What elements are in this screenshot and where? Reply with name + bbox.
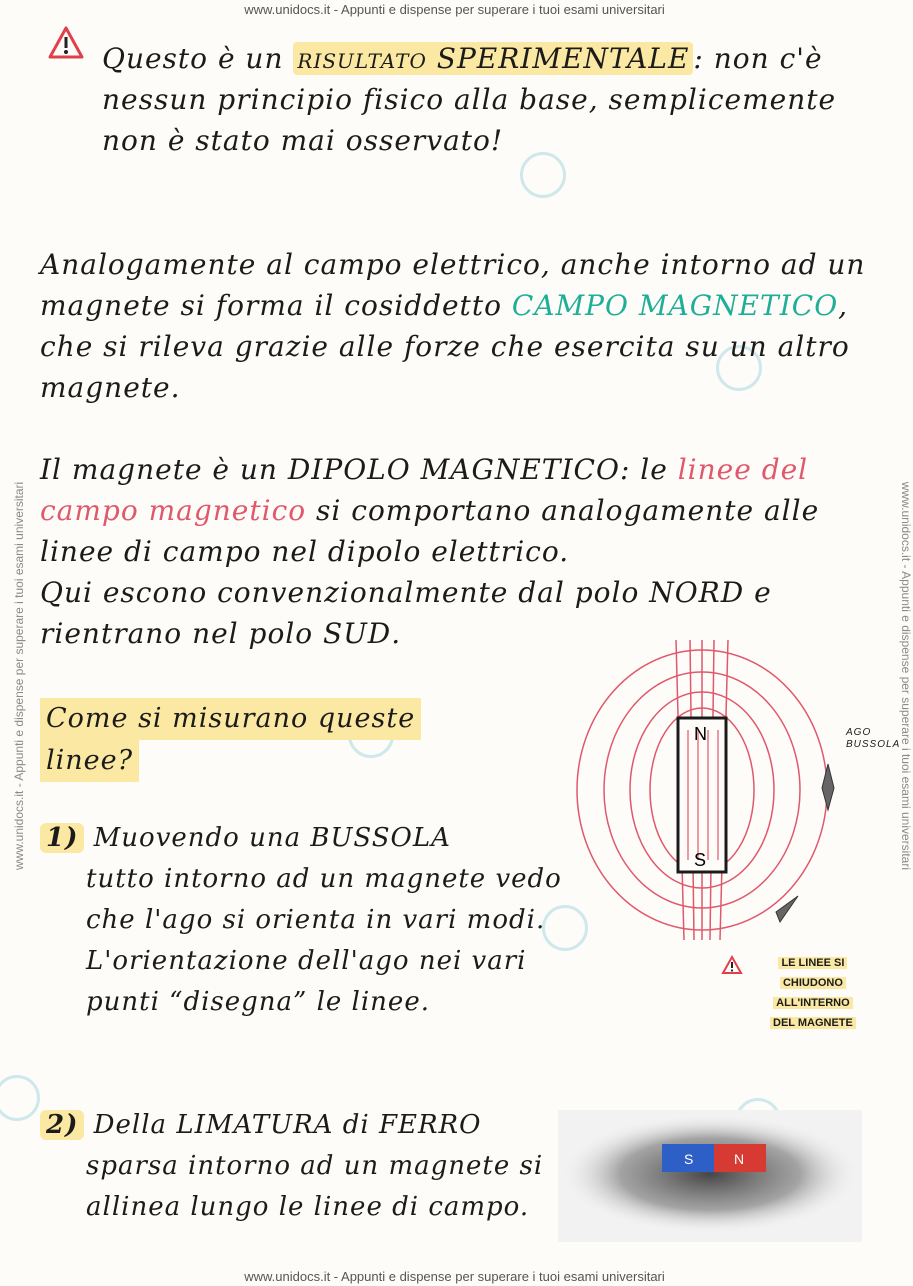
highlight-experimental: risultato SPERIMENTALE [293, 42, 693, 75]
photo-pole-n: N [734, 1151, 745, 1167]
term-magnetic-field: CAMPO MAGNETICO [511, 289, 839, 322]
warning-icon [48, 26, 84, 60]
bar-magnet-field-diagram [570, 640, 850, 940]
footer-watermark: www.unidocs.it - Appunti e dispense per superare i tuoi esami universitari [244, 1269, 665, 1284]
header-watermark: www.unidocs.it - Appunti e dispense per superare i tuoi esami universitari [244, 2, 665, 17]
experimental-note: Questo è un risultato SPERIMENTALE : non c'è nessun principio fisico alla base, semplicemente non è stato mai osservato! [102, 42, 837, 157]
method-compass: 1) Muovendo una BUSSOLA tutto intorno ad un magnete vedo che l'ago si orienta in vari modi. L'orientazione dell'ago nei vari punti “disegna” le linee. [40, 818, 600, 1023]
dipole-paragraph: Il magnete è un DIPOLO MAGNETICO: le linee del campo magnetico si comportano analogamente alle linee di campo nel dipolo elettrico. Qui escono convenzionalmente dal polo NORD e rientrano nel polo SUD. [40, 453, 820, 650]
side-watermark-right: www.unidocs.it - Appunti e dispense per superare i tuoi esami universitari [899, 481, 913, 870]
magnetic-field-paragraph: Analogamente al campo elettrico, anche intorno ad un magnete si forma il cosiddetto CAMPO MAGNETICO, che si rileva grazie alle forze che esercita su un altro magnete. [40, 248, 866, 404]
warning-icon [722, 956, 742, 974]
side-watermark-left: www.unidocs.it - Appunti e dispense per superare i tuoi esami universitari [12, 481, 26, 870]
compass-needle-icon [822, 764, 834, 810]
photo-pole-s: S [684, 1151, 694, 1167]
south-pole-label: S [694, 850, 707, 870]
compass-needle-label: AGO BUSSOLA [846, 727, 901, 750]
field-lines-note: LE LINEE SI CHIUDONO ALL'INTERNO DEL MAGNETE [770, 953, 856, 1033]
term-magnetic-dipole: DIPOLO MAGNETICO [287, 453, 620, 486]
iron-filings-photo [558, 1110, 862, 1242]
north-pole-label: N [694, 724, 707, 744]
method-iron-filings: 2) Della LIMATURA di FERRO sparsa intorno ad un magnete si allinea lungo le linee di campo. [40, 1105, 560, 1228]
question-heading: Come si misurano queste linee? [40, 698, 421, 782]
term-field-lines: linee del campo magnetico [40, 453, 809, 527]
watermark-logo-icon [0, 1075, 40, 1121]
